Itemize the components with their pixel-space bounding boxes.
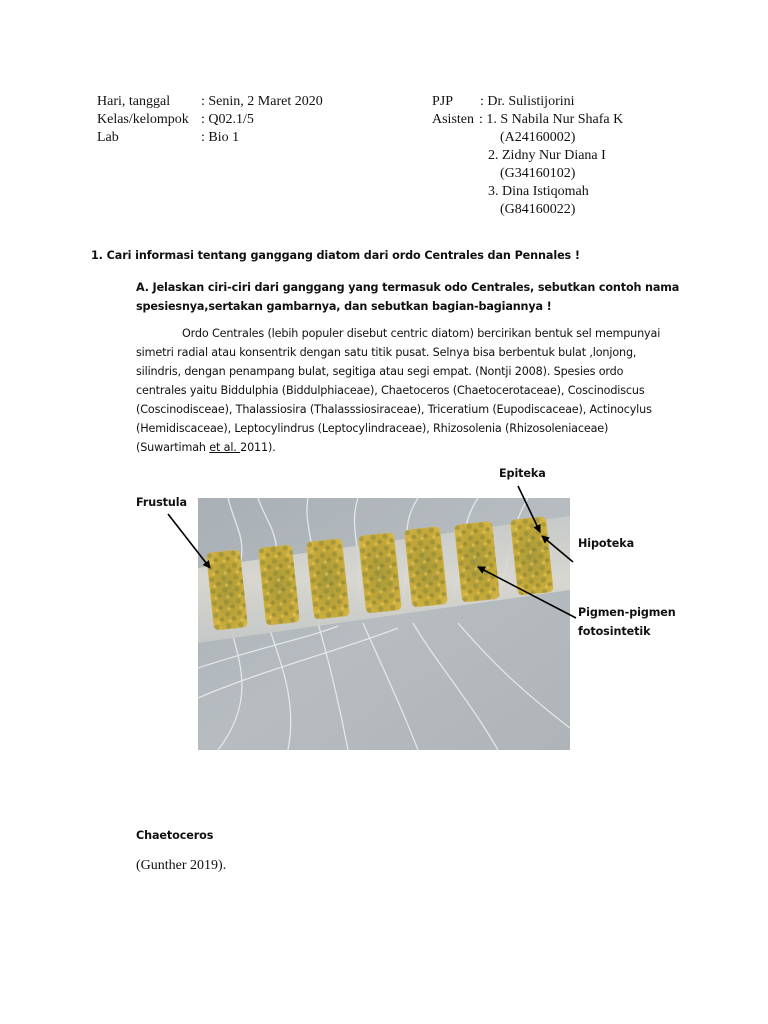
answer-line: silindris, dengan penampang bulat, segitiga atau segi empat. (Nontji 2008). Spesies ordo bbox=[136, 365, 624, 378]
label-hipoteka: Hipoteka bbox=[578, 537, 635, 550]
question-1: 1. Cari informasi tentang ganggang diatom dari ordo Centrales dan Pennales ! bbox=[91, 249, 580, 262]
answer-line: (Hemidiscaceae), Leptocylindrus (Leptocylindraceae), Rhizosolenia (Rhizosoleniaceae) bbox=[136, 422, 609, 435]
label-asisten: Asisten bbox=[432, 112, 474, 127]
label-epiteka: Epiteka bbox=[499, 467, 546, 480]
value-lab: : Bio 1 bbox=[201, 130, 240, 145]
citation-prefix: (Suwartimah bbox=[136, 441, 210, 454]
asisten-3-name: 3. Dina Istiqomah bbox=[488, 184, 589, 199]
figure-citation: (Gunther 2019). bbox=[136, 858, 227, 873]
answer-line-citation bbox=[136, 438, 656, 457]
label-kelas-kelompok: Kelas/kelompok bbox=[97, 112, 189, 127]
asisten-1-name: : 1. S Nabila Nur Shafa K bbox=[479, 112, 624, 127]
citation-et-al: et al. bbox=[209, 441, 241, 454]
answer-line: simetri radial atau konsentrik dengan satu titik pusat. Selnya bisa berbentuk bulat ,lonjong, bbox=[136, 346, 637, 359]
chaetoceros-photo bbox=[198, 498, 570, 750]
figure-caption: Chaetoceros bbox=[136, 829, 214, 842]
label-lab: Lab bbox=[97, 130, 119, 145]
answer-line: (Coscinodisceae), Thalassiosira (Thalasssiosiraceae), Triceratium (Eupodiscaceae), Actinocylus bbox=[136, 403, 652, 416]
sub-question-line-2: spesiesnya,sertakan gambarnya, dan sebutkan bagian-bagiannya ! bbox=[136, 300, 552, 313]
sub-question-a bbox=[136, 278, 680, 316]
asisten-2-nim: (G34160102) bbox=[500, 166, 576, 181]
answer-line: centrales yaitu Biddulphia (Biddulphiaceae), Chaetoceros (Chaetocerotaceae), Coscinodiscus bbox=[136, 384, 645, 397]
label-pjp: PJP bbox=[432, 94, 454, 109]
asisten-2-name: 2. Zidny Nur Diana I bbox=[488, 148, 606, 163]
label-pigmen-line-1: Pigmen-pigmen bbox=[578, 606, 676, 619]
label-frustula: Frustula bbox=[136, 496, 187, 509]
label-hari-tanggal: Hari, tanggal bbox=[97, 94, 171, 109]
sub-question-line-1: A. Jelaskan ciri-ciri dari ganggang yang termasuk odo Centrales, sebutkan contoh nama bbox=[136, 281, 680, 294]
answer-line: Ordo Centrales (lebih populer disebut centric diatom) bercirikan bentuk sel mempunyai bbox=[182, 327, 661, 340]
answer-paragraph bbox=[136, 324, 661, 457]
citation-suffix: 2011). bbox=[240, 441, 276, 454]
asisten-3-nim: (G84160022) bbox=[500, 202, 576, 217]
value-kelas-kelompok: : Q02.1/5 bbox=[201, 112, 254, 127]
asisten-1-nim: (A24160002) bbox=[500, 130, 576, 145]
label-pigmen-line-2: fotosintetik bbox=[578, 625, 651, 638]
value-hari-tanggal: : Senin, 2 Maret 2020 bbox=[201, 94, 323, 109]
value-pjp: : Dr. Sulistijorini bbox=[480, 94, 575, 109]
